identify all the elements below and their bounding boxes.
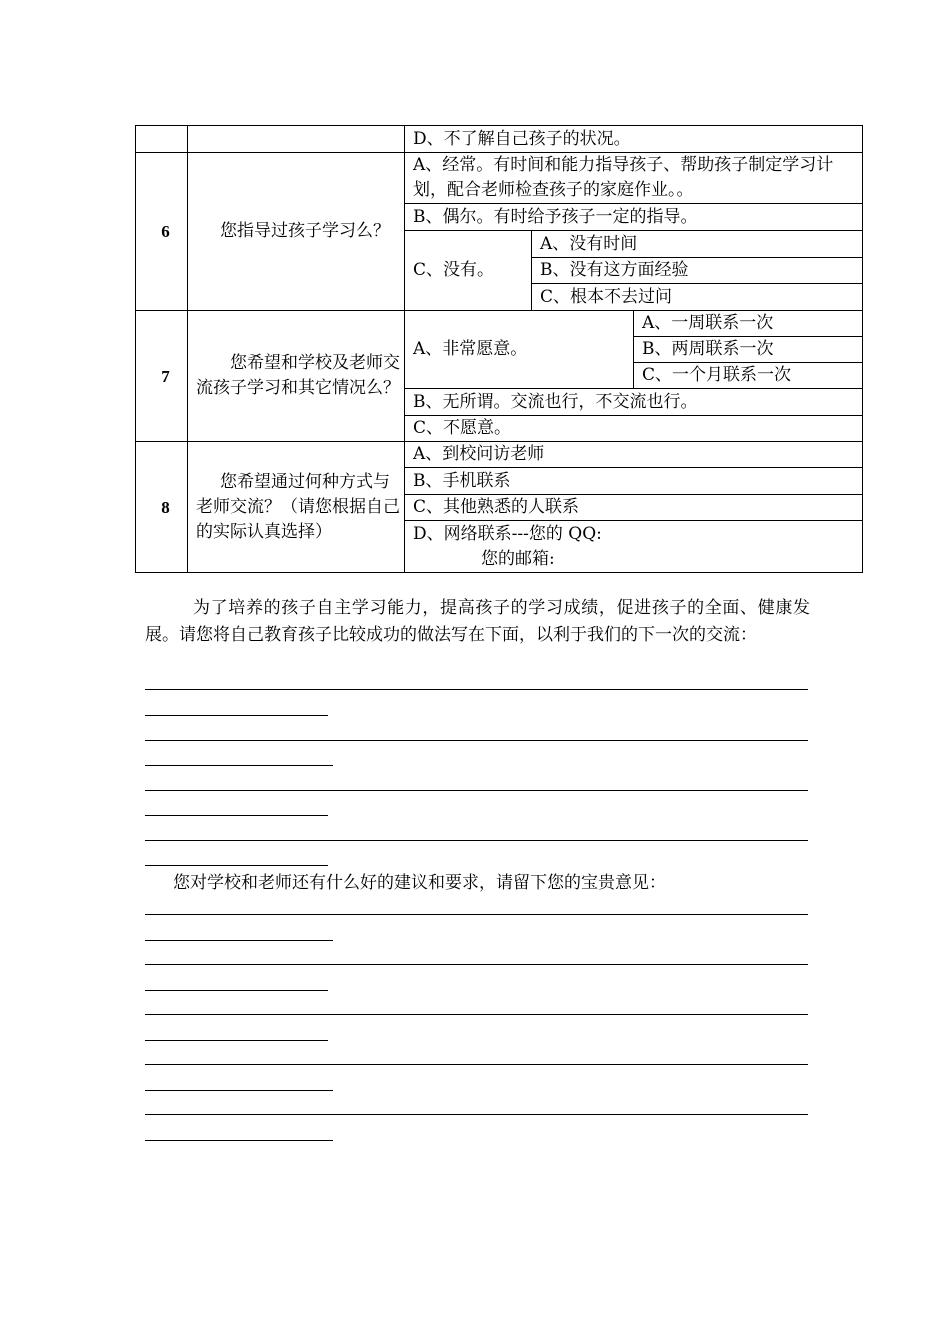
row8-option-d-qq: D、网络联系---您的 QQ:	[413, 523, 602, 544]
suggestion-line-4b[interactable]	[145, 1090, 333, 1091]
suggestion-line-4[interactable]	[145, 1064, 808, 1065]
row5-option-d: D、不了解自己孩子的状况。	[405, 126, 863, 153]
answer-line-1b[interactable]	[145, 715, 328, 716]
answer-line-3[interactable]	[145, 790, 808, 791]
suggestion-line-1[interactable]	[145, 914, 808, 915]
row7-option-b: B、无所谓。交流也行，不交流也行。	[405, 389, 863, 416]
row8-option-d	[405, 521, 863, 573]
suggestion-line-1b[interactable]	[145, 940, 333, 941]
row8-question-text: 您希望通过何种方式与老师交流？（请您根据自己的实际认真选择）	[196, 471, 400, 542]
row7-number: 7	[136, 311, 188, 442]
row6-option-b: B、偶尔。有时给予孩子一定的指导。	[405, 204, 863, 231]
row8-option-d-email: 您的邮箱:	[481, 548, 555, 569]
row8-option-c: C、其他熟悉的人联系	[405, 495, 863, 521]
row6-question-text: 您指导过孩子学习么？	[220, 221, 390, 241]
suggestion-line-5[interactable]	[145, 1114, 808, 1115]
answer-line-3b[interactable]	[145, 815, 328, 816]
row7-sub-a: A、一周联系一次	[634, 311, 863, 337]
row8-question	[188, 442, 405, 573]
section1-paragraph: 为了培养的孩子自主学习能力，提高孩子的学习成绩，促进孩子的全面、健康发展。请您将自己教育孩子比较成功的做法写在下面，以利于我们的下一次的交流：	[145, 598, 810, 645]
row6-number: 6	[136, 153, 188, 311]
suggestion-line-5b[interactable]	[145, 1140, 333, 1141]
section2-paragraph: 您对学校和老师还有什么好的建议和要求，请留下您的宝贵意见：	[173, 873, 666, 893]
row7-option-c: C、不愿意。	[405, 416, 863, 442]
row6-question	[188, 153, 405, 311]
row8-option-a: A、到校问访老师	[405, 442, 863, 468]
suggestion-line-3b[interactable]	[145, 1040, 328, 1041]
row5-question-cell	[188, 126, 405, 153]
row6-sub-b: B、没有这方面经验	[532, 258, 863, 284]
answer-line-1[interactable]	[145, 689, 808, 690]
row7-sub-b: B、两周联系一次	[634, 337, 863, 363]
survey-table	[135, 125, 863, 573]
suggestion-line-2[interactable]	[145, 964, 808, 965]
suggestion-line-3[interactable]	[145, 1014, 808, 1015]
row8-number: 8	[136, 442, 188, 573]
row8-option-b: B、手机联系	[405, 468, 863, 495]
suggestion-line-2b[interactable]	[145, 990, 328, 991]
row6-sub-a: A、没有时间	[532, 231, 863, 258]
row7-option-a: A、非常愿意。	[405, 311, 634, 389]
row5-number-cell	[136, 126, 188, 153]
answer-line-4[interactable]	[145, 840, 808, 841]
row6-option-c: C、没有。	[405, 231, 532, 311]
row7-question	[188, 311, 405, 442]
row6-option-a: A、经常。有时间和能力指导孩子、帮助孩子制定学习计划，配合老师检查孩子的家庭作业。。	[405, 153, 863, 204]
answer-line-4b[interactable]	[145, 865, 328, 866]
row6-sub-c: C、根本不去过问	[532, 284, 863, 311]
answer-line-2[interactable]	[145, 740, 808, 741]
answer-line-2b[interactable]	[145, 765, 333, 766]
row7-question-text: 您希望和学校及老师交流孩子学习和其它情况么？	[196, 353, 400, 398]
row7-sub-c: C、一个月联系一次	[634, 363, 863, 389]
